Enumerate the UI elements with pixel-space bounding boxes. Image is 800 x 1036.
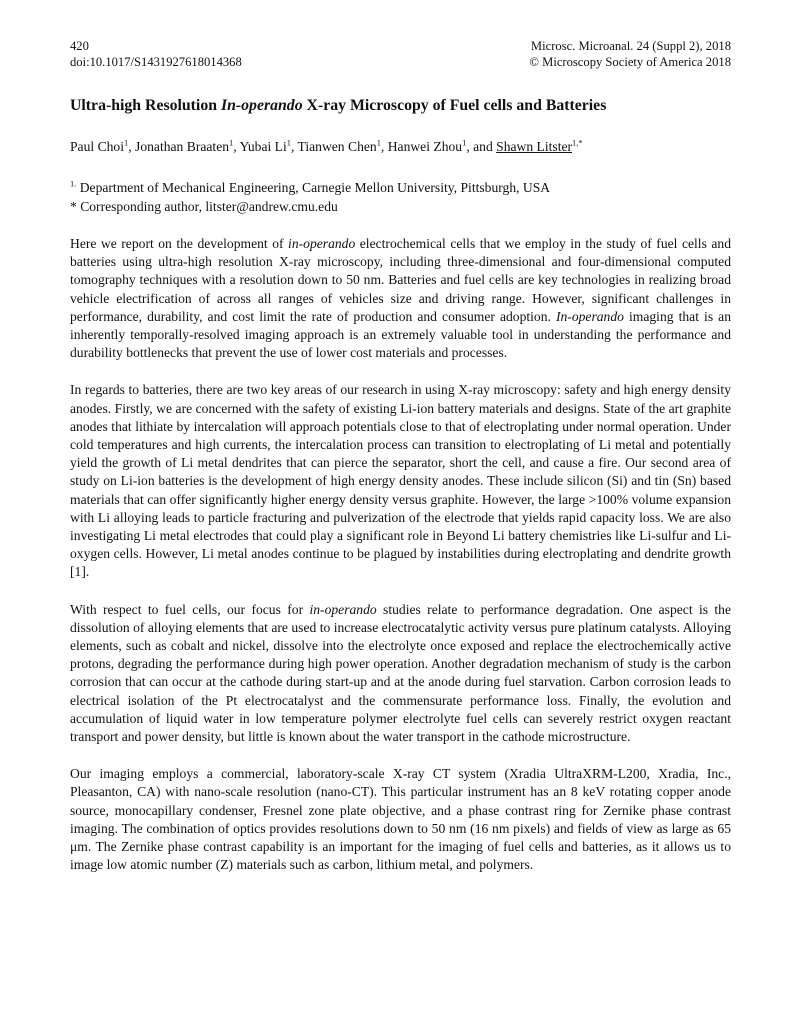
authors-line: Paul Choi$^1$, Jonathan Braaten$^1$, Yubai Li$^1$, Tianwen Chen$^1$, Hanwei Zhou$^1$, and Shawn Litster$^{1,*}$ xyxy=(70,137,583,154)
abstract-paragraph-2: In regards to batteries, there are two key areas of our research in using X-ray microscopy: safety and high energy density anodes. Firstly, we are concerned with the safety of existing Li-ion battery materials and designs. State of the art graphite anodes that lithiate by intercalation will approach potentials close to that of electroplating under normal operation. Under cold temperatures and high currents, the intercalation process can transition to electroplating of Li metal and potentially yield the growth of Li metal dendrites that can pierce the separator, short the cell, and cause a fire. Our second area of study on Li-ion batteries is the development of high energy density anodes. These include silicon (Si) and tin (Sn) based materials that can offer significantly higher energy density versus graphite. However, the large >100% volume expansion with Li alloying leads to particle fracturing and pulverization of the electrode that yields rapid capacity loss. We are also investigating Li metal electrodes that could play a significant role in Beyond Li battery chemistries like Li-sulfur and Li-oxygen cells. However, Li metal anodes continue to be plagued by instabilities during electroplating and dendrite growth [1]. xyxy=(70,382,731,580)
copyright-notice: © Microscopy Society of America 2018 xyxy=(529,55,731,69)
doi: doi:10.1017/S1431927618014368 xyxy=(70,55,242,69)
abstract-paragraph-4: Our imaging employs a commercial, laboratory-scale X-ray CT system (Xradia UltraXRM-L200, Xradia, Inc., Pleasanton, CA) with nano-scale resolution (nano-CT). This particular instrument has an 8 keV rotating copper anode source, monocapillary condenser, Fresnel zone plate objective, and a phase contrast ring for Zernike phase contrast imaging. The combination of optics provides resolutions down to 50 nm (16 nm pixels) and fields of view as large as 65 μm. The Zernike phase contrast capability is an important for the imaging of fuel cells and batteries, as it allows us to image low atomic number (Z) materials such as carbon, lithium metal, and polymers. xyxy=(70,766,731,873)
corresponding-author: * Corresponding author, litster@andrew.cmu.edu xyxy=(70,199,338,214)
affiliation-block xyxy=(70,178,731,216)
abstract-paragraph-1: Here we report on the development of in-operando electrochemical cells that we employ in the study of fuel cells and batteries using ultra-high resolution X-ray microscopy, including three-dimensional and four-dimensional computed tomography techniques with a resolution down to 50 nm. Batteries and fuel cells are key technologies in realizing broad vehicle electrification of across all ranges of vehicles size and driving range. However, significant challenges in performance, durability, and cost limit the rate of production and consumer adoption. In-operando imaging that is an inherently temporally-resolved imaging approach is an extremely valuable tool in understanding the performance and durability bottlenecks that prevent the use of lower cost materials and processes. xyxy=(70,236,731,361)
page-header xyxy=(70,38,731,70)
paper-title: Ultra-high Resolution In-operando X-ray Microscopy of Fuel cells and Batteries xyxy=(70,97,607,114)
abstract-paragraph-3: With respect to fuel cells, our focus for in-operando studies relate to performance degradation. One aspect is the dissolution of alloying elements that are used to increase electrocatalytic activity versus pure platinum catalysts. Alloying elements, such as cobalt and nickel, dissolve into the electrolyte once exposed and replace the electrochemically active protons, degrading the performance during high power operation. Another degradation mechanism of study is the carbon corrosion that can occur at the cathode during start-up and at the anode during fuel starvation. Carbon corrosion leads to electrical isolation of the Pt electrocatalyst and the commensurate performance loss. Finally, the evolution and accumulation of liquid water in low temperature polymer electrolyte fuel cells can severely restrict oxygen reactant transport and power density, but little is known about the water transport in the cathode microstructure. xyxy=(70,601,731,745)
affiliation: $^{1.}$ Department of Mechanical Engineering, Carnegie Mellon University, Pittsburgh, USA xyxy=(70,178,551,195)
page-number: 420 xyxy=(70,39,89,53)
journal-reference: Microsc. Microanal. 24 (Suppl 2), 2018 xyxy=(530,39,731,53)
header-left xyxy=(70,38,242,70)
header-right xyxy=(529,38,731,70)
